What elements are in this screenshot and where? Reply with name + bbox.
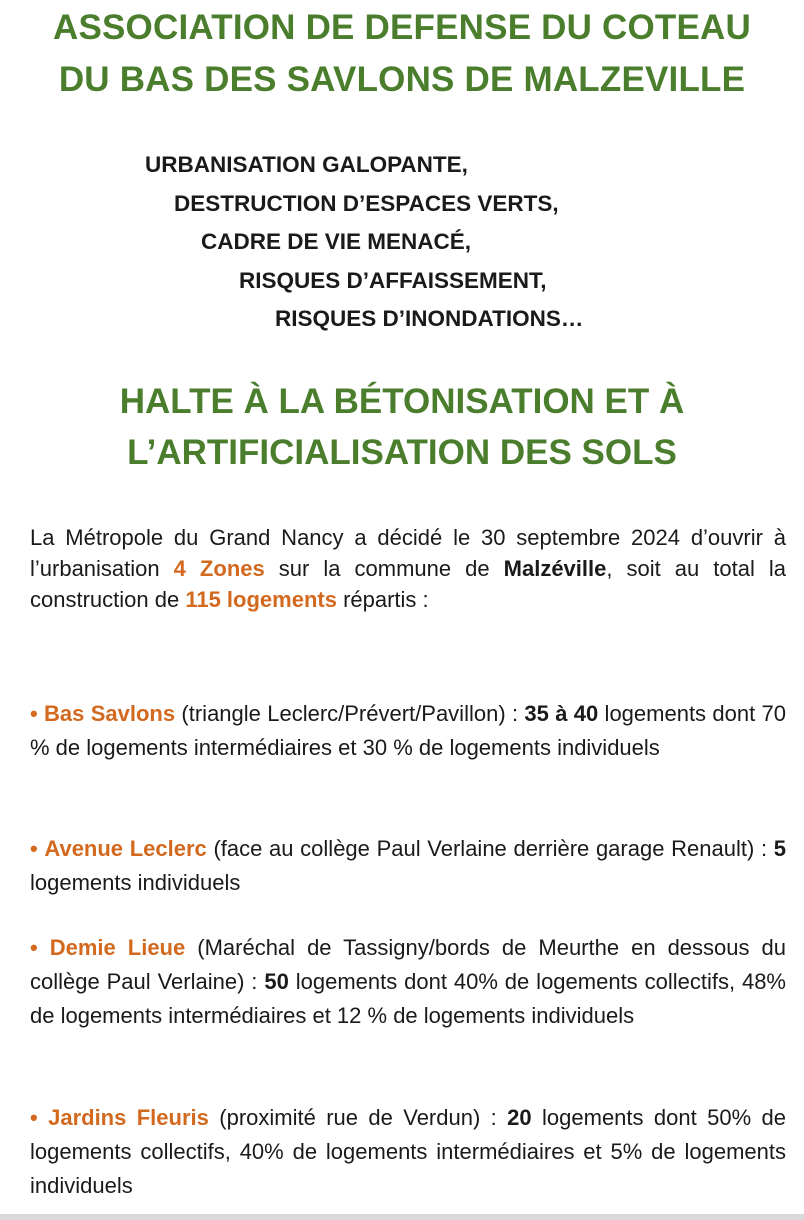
zone-details: logements dont 70 % de logements intermédiaires et 30 % de logements individuels — [30, 701, 786, 760]
intro-part-4: répartis : — [336, 587, 429, 612]
zone-count: 5 — [773, 836, 786, 861]
zone-description: (Maréchal de Tassigny/bords de Meurthe en dessous du collège Paul Verlaine) : — [30, 935, 786, 994]
commune-name: Malzéville — [503, 556, 607, 581]
association-title — [0, 2, 804, 106]
halte-heading — [0, 376, 804, 478]
bullet-icon: • — [30, 935, 38, 960]
total-logements: 115 logements — [185, 587, 337, 612]
zone-item-bas-savlons — [30, 697, 786, 765]
zones-count: 4 Zones — [173, 556, 265, 581]
zone-count: 35 à 40 — [524, 701, 599, 726]
slogan-list — [0, 146, 804, 339]
slogan-affaissement: RISQUES D’AFFAISSEMENT, — [239, 267, 547, 293]
intro-paragraph — [30, 522, 786, 615]
zone-details: logements dont 40% de logements collectifs, 48% de logements intermédiaires et 12 % de logements individuels — [30, 969, 786, 1028]
halte-line-1: HALTE À LA BÉTONISATION ET À — [119, 382, 685, 421]
zone-description: (proximité rue de Verdun) : — [208, 1105, 508, 1130]
zone-count: 50 — [264, 969, 289, 994]
slogan-destruction: DESTRUCTION D’ESPACES VERTS, — [174, 190, 559, 216]
intro-part-1: La Métropole du Grand Nancy a décidé le 30 septembre 2024 d’ouvrir à l’urbanisation — [30, 525, 786, 581]
zone-name: Avenue Leclerc — [44, 836, 207, 861]
bullet-icon: • — [30, 836, 38, 861]
bullet-icon: • — [30, 1105, 38, 1130]
zone-item-jardins-fleuris — [30, 1101, 786, 1203]
zone-details: logements dont 50% de logements collectifs, 40% de logements intermédiaires et 5% de logements individuels — [30, 1105, 786, 1198]
zone-description: (triangle Leclerc/Prévert/Pavillon) : — [175, 701, 525, 726]
title-line-2: DU BAS DES SAVLONS DE MALZEVILLE — [58, 60, 746, 99]
slogan-urbanisation: URBANISATION GALOPANTE, — [145, 152, 468, 177]
slogan-cadre-de-vie: CADRE DE VIE MENACÉ, — [201, 229, 472, 254]
zone-count: 20 — [507, 1105, 532, 1130]
zone-description: (face au collège Paul Verlaine derrière garage Renault) : — [206, 836, 774, 861]
slogan-inondations: RISQUES D’INONDATIONS… — [275, 306, 584, 331]
zone-name: Bas Savlons — [44, 701, 176, 726]
bullet-icon: • — [30, 701, 38, 726]
zone-item-avenue-leclerc — [30, 832, 786, 900]
zone-name: Jardins Fleuris — [48, 1105, 209, 1130]
bottom-divider — [0, 1214, 804, 1220]
zone-name: Demie Lieue — [49, 935, 186, 960]
zone-item-demie-lieue — [30, 931, 786, 1033]
intro-part-2: sur la commune de — [264, 556, 504, 581]
halte-line-2: L’ARTIFICIALISATION DES SOLS — [127, 433, 677, 472]
zone-details: logements individuels — [30, 870, 241, 895]
title-line-1: ASSOCIATION DE DEFENSE DU COTEAU — [52, 8, 752, 47]
intro-part-3: , soit au total la construction de — [30, 556, 787, 612]
